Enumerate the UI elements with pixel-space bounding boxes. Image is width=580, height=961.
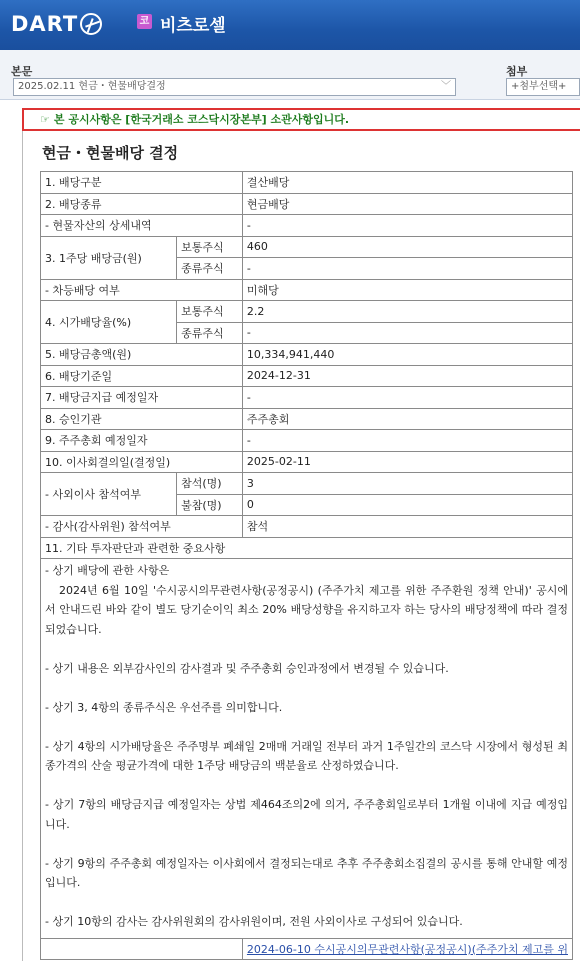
body-select-value: 2025.02.11 현금・현물배당결정 xyxy=(18,81,166,92)
row-value: 주주총회 xyxy=(242,408,572,430)
notes-paragraph: - 상기 10항의 감사는 감사위원회의 감사위원이며, 전원 사외이사로 구성되어 있습니다. xyxy=(45,915,463,928)
row-sublabel: 보통주식 xyxy=(177,236,243,258)
row-value: 2025-02-11 xyxy=(242,451,572,473)
row-label: 11. 기타 투자판단과 관련한 중요사항 xyxy=(41,537,573,559)
table-row xyxy=(41,451,573,473)
table-row xyxy=(41,938,573,960)
row-sublabel: 보통주식 xyxy=(177,301,243,323)
table-row xyxy=(41,236,573,258)
row-sublabel: 불참(명) xyxy=(177,494,243,516)
row-label: - 사외이사 참석여부 xyxy=(41,473,177,516)
body-select[interactable] xyxy=(13,78,456,96)
row-value: 미해당 xyxy=(242,279,572,301)
related-disclosure-cell xyxy=(242,938,572,960)
notes-heading: - 상기 배당에 관한 사항은 xyxy=(45,564,170,577)
table-row xyxy=(41,387,573,409)
row-value: 결산배당 xyxy=(242,172,572,194)
notes-paragraph: - 상기 3, 4항의 종류주식은 우선주를 의미합니다. xyxy=(45,700,283,714)
globe-icon xyxy=(80,13,102,35)
pointing-hand-icon: ☞ xyxy=(40,113,50,126)
row-label: 5. 배당금총액(원) xyxy=(41,344,243,366)
row-value: 참석 xyxy=(242,516,572,538)
row-value: 2.2 xyxy=(242,301,572,323)
row-label: 7. 배당금지급 예정일자 xyxy=(41,387,243,409)
row-label: - 현물자산의 상세내역 xyxy=(41,215,243,237)
attach-select-value: +첨부선택+ xyxy=(511,81,567,92)
row-label: - 차등배당 여부 xyxy=(41,279,243,301)
dart-header xyxy=(0,0,580,50)
row-label: 6. 배당기준일 xyxy=(41,365,243,387)
row-label: 10. 이사회결의일(결정일) xyxy=(41,451,243,473)
table-row xyxy=(41,473,573,495)
row-value: - xyxy=(242,215,572,237)
row-value: 현금배당 xyxy=(242,193,572,215)
notes-paragraph: - 상기 내용은 외부감사인의 감사결과 및 주주총회 승인과정에서 변경될 수 있습니다. xyxy=(45,661,449,675)
table-row xyxy=(41,516,573,538)
logo-text: DART xyxy=(11,12,79,36)
dart-logo[interactable] xyxy=(11,12,102,36)
notes-row xyxy=(41,559,573,939)
row-sublabel: 참석(명) xyxy=(177,473,243,495)
row-label: 1. 배당구분 xyxy=(41,172,243,194)
body-label: 본문 xyxy=(11,65,33,78)
attach-label: 첨부 xyxy=(506,65,528,78)
related-disclosure-link[interactable]: 2024-06-10 수시공시의무관련사항(공정공시)(주주가치 제고를 위 xyxy=(246,942,568,956)
chevron-down-icon: ﹀ xyxy=(441,81,451,92)
table-row xyxy=(41,279,573,301)
table-row xyxy=(41,365,573,387)
table-row xyxy=(41,537,573,559)
attach-select[interactable] xyxy=(506,78,580,96)
table-row xyxy=(41,172,573,194)
table-row xyxy=(41,430,573,452)
kosdaq-badge: 코 xyxy=(137,14,152,29)
row-label: 9. 주주총회 예정일자 xyxy=(41,430,243,452)
row-value: - xyxy=(242,322,572,344)
related-label xyxy=(41,938,243,960)
notes-cell xyxy=(41,559,573,939)
table-row xyxy=(41,301,573,323)
notes-paragraph: - 상기 7항의 배당금지급 예정일자는 상법 제464조의2에 의거, 주주총회일로부터 1개월 이내에 지급 예정입니다. xyxy=(45,798,568,831)
row-label: 4. 시가배당율(%) xyxy=(41,301,177,344)
notes-paragraph: - 상기 4항의 시가배당율은 주주명부 폐쇄일 2매매 거래일 전부터 과거 1주일간의 코스닥 시장에서 형성된 최종가격의 산술 평균가격에 대한 1주당 배당금의 백분율로 산정하였습니다. xyxy=(45,739,568,772)
row-value: - xyxy=(242,387,572,409)
document-toolbar xyxy=(0,50,580,100)
page-title: 현금・현물배당 결정 xyxy=(42,144,179,162)
row-value: - xyxy=(242,258,572,280)
row-label: - 감사(감사위원) 참석여부 xyxy=(41,516,243,538)
notes-paragraph: - 상기 9항의 주주총회 예정일자는 이사회에서 결정되는대로 추후 주주총회소집결의 공시를 통해 안내할 예정입니다. xyxy=(45,856,568,889)
row-sublabel: 종류주식 xyxy=(177,258,243,280)
row-label: 2. 배당종류 xyxy=(41,193,243,215)
table-row xyxy=(41,408,573,430)
row-label: 3. 1주당 배당금(원) xyxy=(41,236,177,279)
row-value: 3 xyxy=(242,473,572,495)
table-row xyxy=(41,215,573,237)
row-label: 8. 승인기관 xyxy=(41,408,243,430)
notice-text: 본 공시사항은 [한국거래소 코스닥시장본부] 소관사항입니다. xyxy=(53,113,350,126)
row-value: 10,334,941,440 xyxy=(242,344,572,366)
row-sublabel: 종류주식 xyxy=(177,322,243,344)
row-value: 2024-12-31 xyxy=(242,365,572,387)
dividend-table xyxy=(40,171,573,960)
row-value: 0 xyxy=(242,494,572,516)
table-row xyxy=(41,344,573,366)
jurisdiction-notice xyxy=(22,108,580,131)
row-value: 460 xyxy=(242,236,572,258)
table-row xyxy=(41,193,573,215)
notes-paragraph: 2024년 6월 10일 '수시공시의무관련사항(공정공시) (주주가치 제고를 위한 주주환원 정책 안내)' 공시에서 안내드린 바와 같이 별도 당기순이익 최소 20% 배당성향을 유지하고자 하는 당사의 배당정책에 따라 결정되었습니다. xyxy=(45,583,568,636)
company-name[interactable]: 비츠로셀 xyxy=(160,16,226,36)
row-value: - xyxy=(242,430,572,452)
